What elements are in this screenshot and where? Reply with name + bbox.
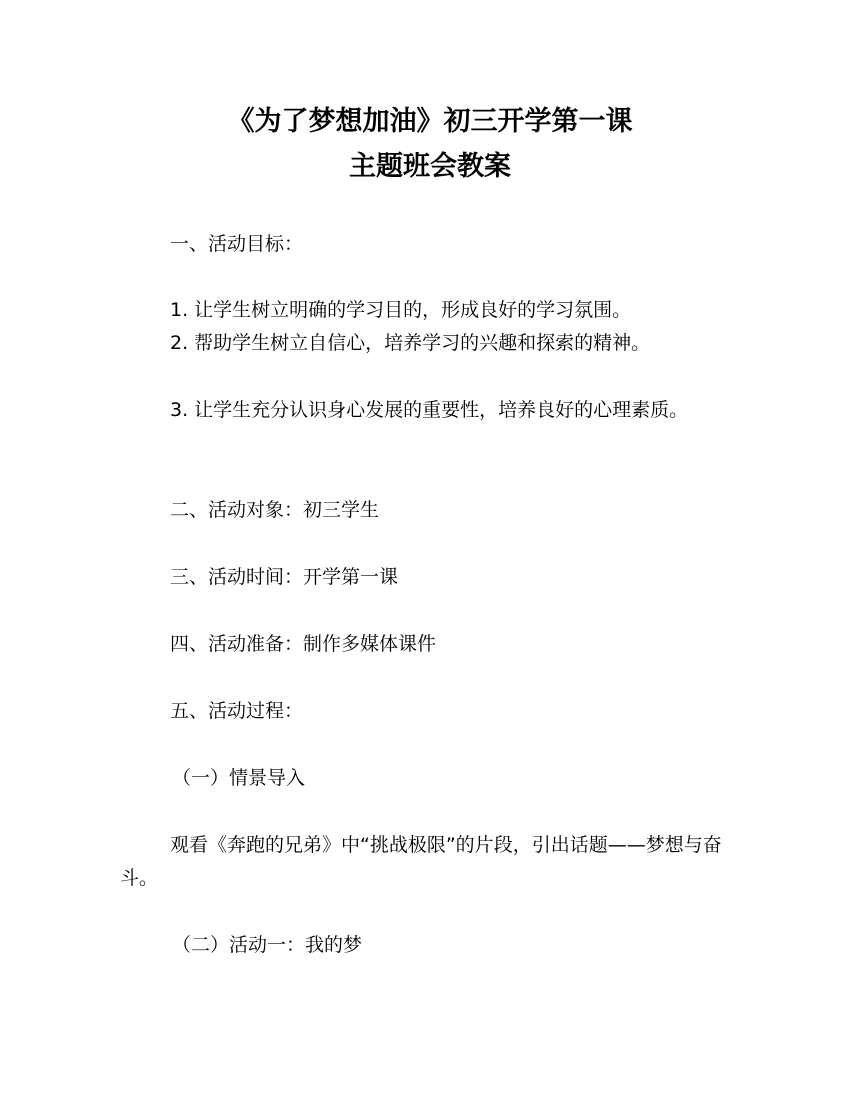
goal-item-1: 1. 让学生树立明确的学习目的，形成良好的学习氛围。 xyxy=(170,299,632,321)
section-preparation: 四、活动准备：制作多媒体课件 xyxy=(170,633,437,655)
section-heading-goals: 一、活动目标： xyxy=(170,233,304,255)
section-heading-process: 五、活动过程： xyxy=(170,700,304,722)
part-heading-intro: （一）情景导入 xyxy=(172,767,306,789)
part-heading-activity-one: （二）活动一：我的梦 xyxy=(172,934,363,956)
goal-item-2: 2. 帮助学生树立自信心，培养学习的兴趣和探索的精神。 xyxy=(170,332,651,354)
section-activity-time: 三、活动时间：开学第一课 xyxy=(170,566,399,588)
goal-item-3: 3. 让学生充分认识身心发展的重要性，培养良好的心理素质。 xyxy=(170,399,689,421)
document-title-line1: 《为了梦想加油》初三开学第一课 xyxy=(227,106,633,137)
section-target-audience: 二、活动对象：初三学生 xyxy=(170,499,380,521)
document-title-line2: 主题班会教案 xyxy=(349,151,511,182)
part-intro-text: 观看《奔跑的兄弟》中“挑战极限”的片段，引出话题——梦想与奋斗。 xyxy=(120,834,722,889)
